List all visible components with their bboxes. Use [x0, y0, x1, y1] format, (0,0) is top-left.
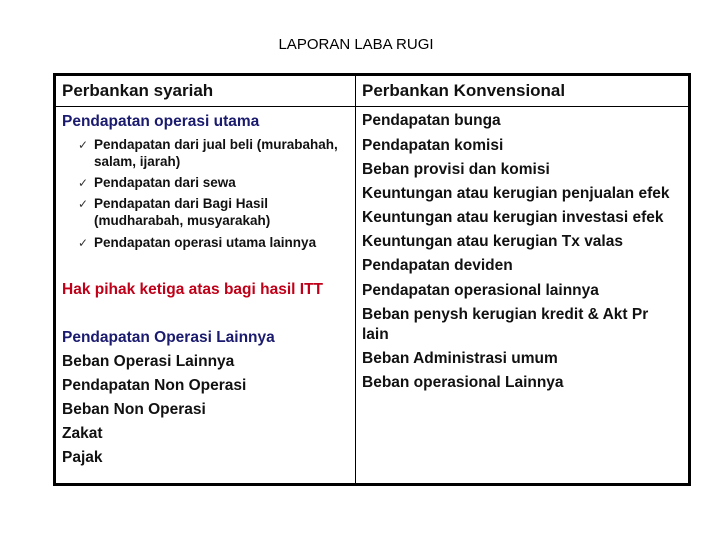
- comparison-table: [53, 73, 691, 486]
- right-item: Pendapatan komisi: [362, 137, 504, 154]
- bullet-item: Pendapatan dari Bagi Hasil: [94, 196, 269, 211]
- right-item: Beban operasional Lainnya: [362, 374, 564, 391]
- left-item: Beban Non Operasi: [62, 401, 206, 418]
- highlight-hak-pihak-ketiga: Hak pihak ketiga atas bagi hasil ITT: [62, 281, 324, 298]
- left-item: Pendapatan Non Operasi: [62, 377, 247, 394]
- right-item: Keuntungan atau kerugian Tx valas: [362, 233, 623, 250]
- bullet-item-cont: (mudharabah, musyarakah): [94, 213, 271, 228]
- left-section-operasi-lainnya: Pendapatan Operasi Lainnya: [62, 329, 275, 346]
- bullet-item: Pendapatan dari sewa: [94, 175, 236, 190]
- bullet-item: Pendapatan dari jual beli (murabahah,: [94, 137, 338, 152]
- column-divider: [355, 76, 356, 483]
- left-item: Pajak: [62, 449, 103, 466]
- check-icon: ✓: [78, 138, 89, 152]
- left-section-operasi-utama: Pendapatan operasi utama: [62, 113, 260, 130]
- right-item: Beban penysh kerugian kredit & Akt Pr: [362, 306, 649, 323]
- left-item: Zakat: [62, 425, 103, 442]
- right-item: Pendapatan bunga: [362, 112, 501, 129]
- header-divider: [56, 106, 688, 107]
- bullet-item: Pendapatan operasi utama lainnya: [94, 235, 317, 250]
- right-item: Beban provisi dan komisi: [362, 161, 550, 178]
- left-header: Perbankan syariah: [62, 81, 214, 100]
- right-item: Keuntungan atau kerugian penjualan efek: [362, 185, 670, 202]
- right-item: Pendapatan deviden: [362, 257, 513, 274]
- bullet-item-cont: salam, ijarah): [94, 154, 181, 169]
- left-item: Beban Operasi Lainnya: [62, 353, 235, 370]
- check-icon: ✓: [78, 197, 89, 211]
- right-header: Perbankan Konvensional: [362, 81, 566, 100]
- right-item: Pendapatan operasional lainnya: [362, 282, 599, 299]
- page-title: LAPORAN LABA RUGI: [278, 36, 434, 53]
- right-item: Keuntungan atau kerugian investasi efek: [362, 209, 664, 226]
- check-icon: ✓: [78, 176, 89, 190]
- check-icon: ✓: [78, 236, 89, 250]
- right-item-cont: lain: [362, 326, 389, 343]
- right-item: Beban Administrasi umum: [362, 350, 558, 367]
